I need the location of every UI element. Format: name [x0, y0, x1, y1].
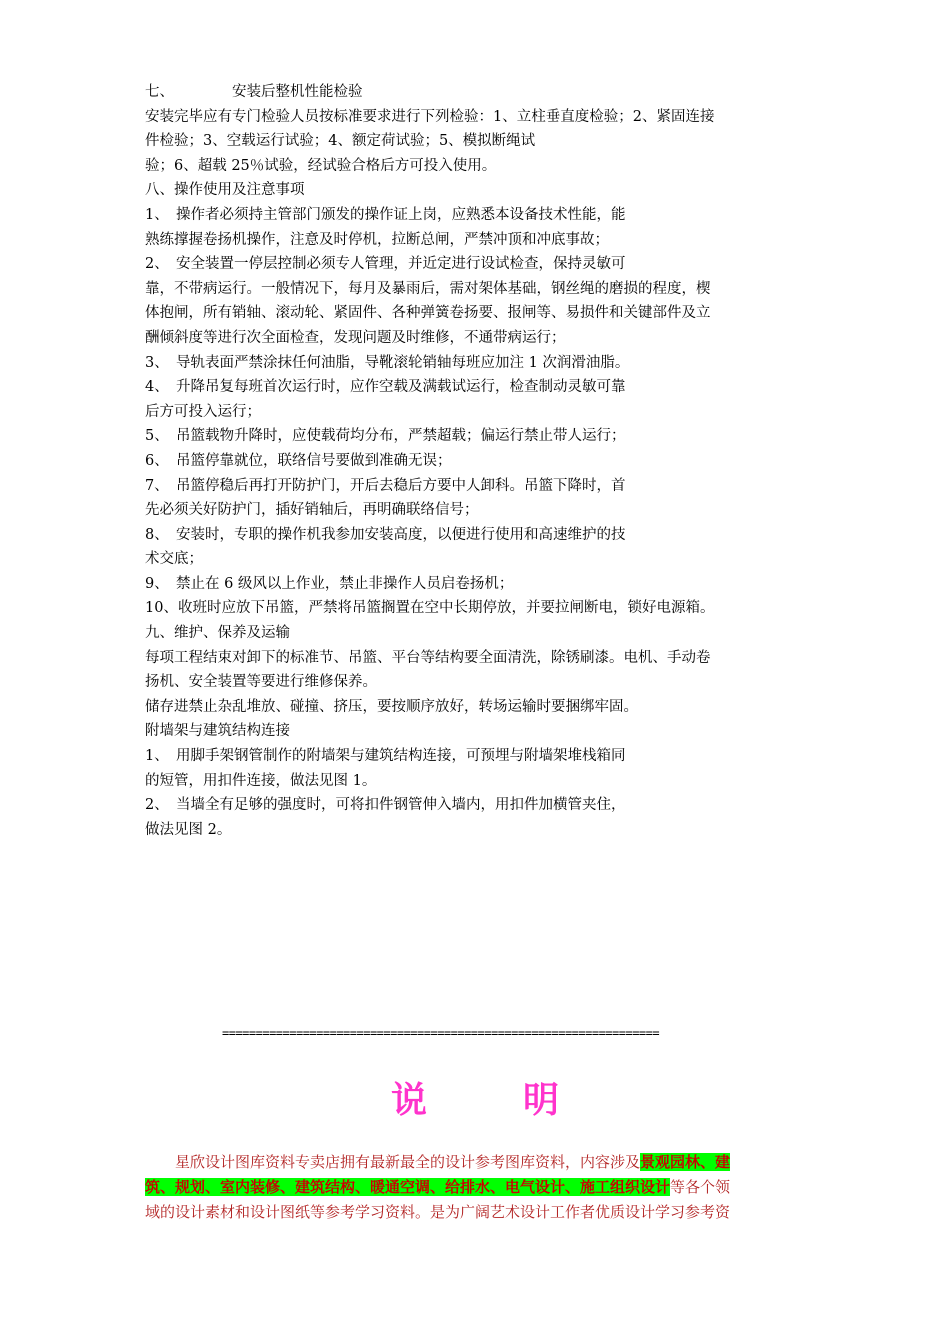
section-heading: 九、维护、保养及运输: [145, 625, 290, 642]
note-text: 等各个领: [670, 1178, 731, 1196]
paragraph-line: 6、 吊篮停靠就位，联络信号要做到准确无误；: [145, 452, 452, 469]
paragraph-line: 9、 禁止在 6 级风以上作业，禁止非操作人员启卷扬机；: [145, 575, 514, 592]
document-body: [145, 80, 815, 842]
paragraph-line: 件检验；3、空载运行试验；4、额定荷试验；5、模拟断绳试: [145, 133, 536, 150]
paragraph-line: 体抱闸，所有销轴、滚动轮、紧固件、各种弹簧卷扬要、报闸等、易损件和关键部件及立: [145, 305, 711, 322]
paragraph-line: 2、 安全装置一停层控制必须专人管理，并近定进行设试检查，保持灵敏可: [145, 256, 626, 273]
paragraph-line: 7、 吊篮停稳后再打开防护门，开后去稳后方要中人卸科。吊篮下降时，首: [145, 477, 626, 494]
paragraph-line: 3、 导轨表面严禁涂抹任何油脂，导靴滚轮销轴每班应加注 1 次润滑油脂。: [145, 354, 630, 371]
paragraph-line: 靠，不带病运行。一般情况下，每月及暴雨后，需对架体基础，钢丝绳的磨损的程度，楔: [145, 280, 711, 297]
paragraph-line: 每项工程结束对卸下的标准节、吊篮、平台等结构要全面清洗，除锈刷漆。电机、手动卷: [145, 649, 711, 666]
paragraph-line: 储存进禁止杂乱堆放、碰撞、挤压，要按顺序放好，转场运输时要捆绑牢固。: [145, 698, 638, 715]
note-text: 星欣设计图库资料专卖店拥有最新最全的设计参考图库资料，内容涉及: [175, 1153, 641, 1171]
note-highlight: 筑、规划、室内装修、建筑结构、暖通空调、给排水、电气设计、施工组织设计: [145, 1178, 671, 1196]
section-heading: 八、操作使用及注意事项: [145, 182, 305, 199]
note-title: [0, 1072, 950, 1123]
note-title-char: 明: [523, 1080, 560, 1121]
note-line: 域的设计素材和设计图纸等参考学习资料。是为广阔艺术设计工作者优质设计学习参考资: [145, 1203, 731, 1221]
paragraph-line: 术交底；: [145, 551, 203, 568]
section-heading: 附墙架与建筑结构连接: [145, 723, 290, 740]
paragraph-line: 1、 操作者必须持主管部门颁发的操作证上岗，应熟悉本设备技术性能，能: [145, 206, 626, 223]
note-body: [145, 1150, 815, 1225]
paragraph-line: 扬机、安全装置等要进行维修保养。: [145, 674, 377, 691]
paragraph-line: 8、 安装时，专职的操作机我参加安装高度，以便进行使用和高速维护的技: [145, 526, 626, 543]
section-number: 七、: [145, 84, 174, 100]
paragraph-line: 后方可投入运行；: [145, 403, 261, 420]
paragraph-line: 的短管，用扣件连接，做法见图 1。: [145, 772, 377, 789]
paragraph-line: 4、 升降吊复每班首次运行时，应作空载及满载试运行，检查制动灵敏可靠: [145, 379, 626, 396]
paragraph-line: 安装完毕应有专门检验人员按标准要求进行下列检验：1、立柱垂直度检验；2、紧固连接: [145, 108, 715, 125]
paragraph-line: 先必须关好防护门，插好销轴后，再明确联络信号；: [145, 502, 479, 519]
paragraph-line: 验；6、超载 25％试验，经试验合格后方可投入使用。: [145, 157, 497, 174]
paragraph-line: 5、 吊篮载物升降时，应使载荷均分布，严禁超载；偏运行禁止带人运行；: [145, 428, 626, 445]
paragraph-line: 做法见图 2。: [145, 821, 232, 838]
note-title-char: 说: [390, 1080, 427, 1121]
paragraph-line: 2、 当墙全有足够的强度时，可将扣件钢管伸入墙内，用扣件加横管夹住，: [145, 797, 626, 814]
note-line: [145, 1150, 815, 1175]
paragraph-line: 10、收班时应放下吊篮，严禁将吊篮搁置在空中长期停放，并要拉闸断电，锁好电源箱。: [145, 600, 715, 617]
note-line: [145, 1175, 815, 1200]
paragraph-line: 1、 用脚手架钢管制作的附墙架与建筑结构连接，可预埋与附墙架堆栈箱同: [145, 748, 626, 765]
paragraph-line: 熟练撑握卷扬机操作，注意及时停机，拉断总闸，严禁冲顶和冲底事故；: [145, 231, 609, 248]
note-highlight: 景观园林、建: [640, 1153, 731, 1171]
paragraph-line: 酬倾斜度等进行次全面检查，发现问题及时维修，不通带病运行；: [145, 329, 566, 346]
divider-line: =================================================================: [222, 1026, 660, 1040]
section-heading: [145, 80, 815, 105]
section-title: 安装后整机性能检验: [232, 84, 363, 100]
